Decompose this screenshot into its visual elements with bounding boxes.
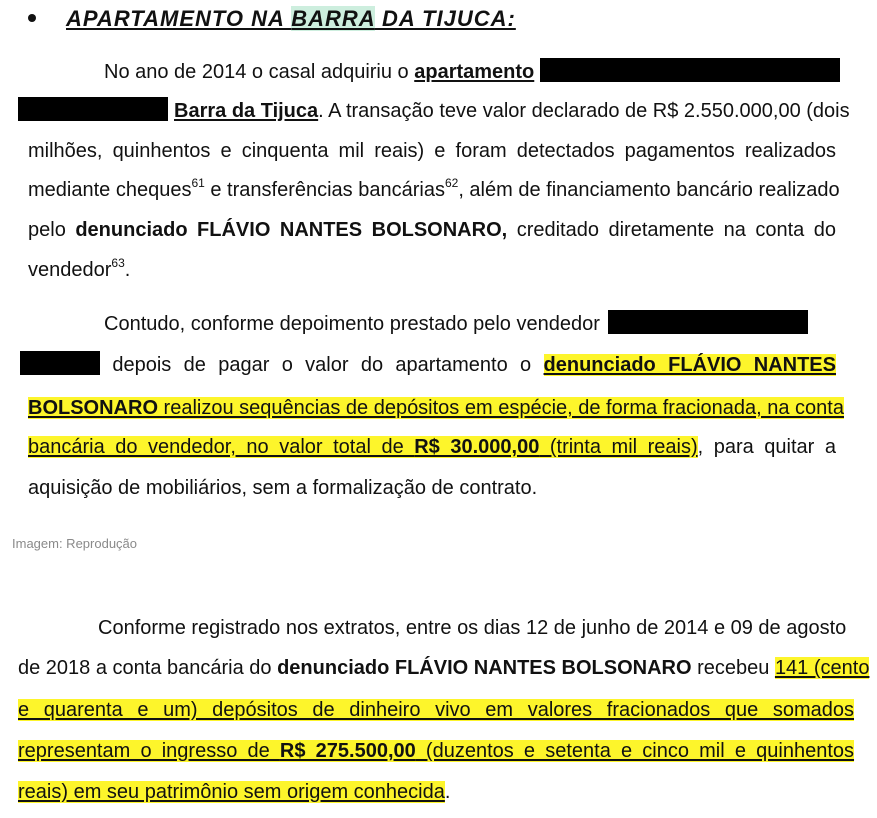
- paragraph-1-line-3: milhões, quinhentos e cinquenta mil reais) e foram detectados pagamentos realizados: [28, 140, 836, 162]
- highlighted-text: bancária do vendedor, no valor total de R$ 30.000,00 (trinta mil reais): [28, 436, 698, 458]
- paragraph-3-line-4: [18, 737, 854, 765]
- paragraph-3-line-2: de 2018 a conta bancária do denunciado FLÁVIO NANTES BOLSONARO recebeu 141 (cento: [18, 657, 870, 679]
- heading-highlight: BARRA: [291, 6, 375, 31]
- paragraph-2-line-5: aquisição de mobiliários, sem a formalização de contrato.: [28, 477, 538, 499]
- paragraph-2-line-4: bancária do vendedor, no valor total de R$ 30.000,00 (trinta mil reais), para quitar a: [28, 436, 836, 458]
- paragraph-1-line-1: No ano de 2014 o casal adquiriu o apartamento: [104, 58, 840, 86]
- paragraph-1-line-5: pelo denunciado FLÁVIO NANTES BOLSONARO, creditado diretamente na conta do: [28, 219, 837, 241]
- bullet-icon: [28, 14, 36, 22]
- image-caption: Imagem: Reprodução: [12, 536, 138, 551]
- paragraph-2-line-3: [28, 394, 844, 422]
- redaction-box: [608, 310, 808, 334]
- document-excerpt-2: [0, 596, 877, 818]
- redaction-box: [18, 97, 168, 121]
- paragraph-1-line-2: Barra da Tijuca. A transação teve valor declarado de R$ 2.550.000,00 (dois: [18, 97, 850, 125]
- highlighted-text: e quarenta e um) depósitos de dinheiro vivo em valores fracionados que somados: [18, 699, 854, 721]
- paragraph-2-line-1: Contudo, conforme depoimento prestado pelo vendedor: [104, 310, 808, 338]
- highlighted-text: denunciado FLÁVIO NANTES: [543, 354, 836, 376]
- paragraph-3-line-3: [18, 696, 854, 724]
- highlighted-text: BOLSONARO realizou sequências de depósitos em espécie, de forma fracionada, na conta: [28, 397, 844, 419]
- paragraph-1-line-6: vendedor$^{63}$.: [28, 256, 131, 281]
- paragraph-1-line-4: mediante cheques$^{61}$ e transferências bancárias$^{62}$, além de financiamento bancário realizado: [28, 176, 840, 201]
- highlighted-text: reais) em seu patrimônio sem origem conhecida: [18, 781, 445, 803]
- highlighted-text: 141 (cento: [774, 657, 870, 679]
- section-heading: APARTAMENTO NA BARRA DA TIJUCA:: [28, 4, 516, 34]
- paragraph-3-line-5: reais) em seu patrimônio sem origem conhecida.: [18, 781, 451, 803]
- paragraph-2-line-2: depois de pagar o valor do apartamento o denunciado FLÁVIO NANTES: [20, 351, 836, 379]
- paragraph-3-line-1: Conforme registrado nos extratos, entre os dias 12 de junho de 2014 e 09 de agosto: [98, 617, 847, 639]
- highlighted-text: representam o ingresso de R$ 275.500,00 (duzentos e setenta e cinco mil e quinhentos: [18, 740, 855, 762]
- redaction-box: [20, 351, 100, 375]
- redaction-box: [540, 58, 840, 82]
